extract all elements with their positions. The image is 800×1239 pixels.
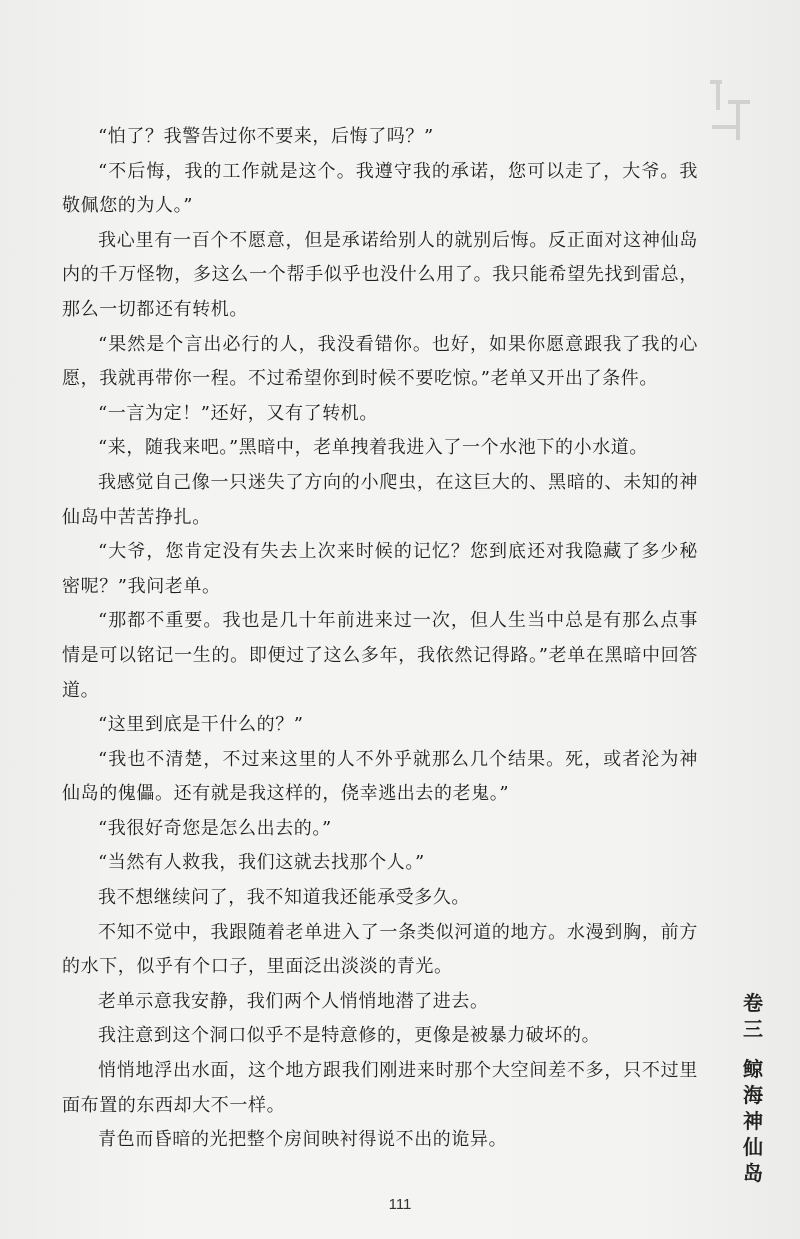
paragraph: 我注意到这个洞口似乎不是特意修的，更像是被暴力破坏的。 xyxy=(98,1025,601,1047)
paragraph: “来，随我来吧。”黑暗中，老单拽着我进入了一个水池下的小水道。 xyxy=(98,437,649,459)
title-char: 岛 xyxy=(743,1161,763,1185)
paragraph: 老单示意我安静，我们两个人悄悄地潜了进去。 xyxy=(98,990,489,1012)
paragraph: “怕了？我警告过你不要来，后悔了吗？” xyxy=(98,126,434,147)
paragraph: 不知不觉中，我跟随着老单进入了一条类似河道的地方。水漫到胸，前方的水下，似乎有个口子，里面泛出淡淡的青光。 xyxy=(62,921,698,978)
paragraph: 我感觉自己像一只迷失了方向的小爬虫，在这巨大的、黑暗的、未知的神仙岛中苦苦挣扎。 xyxy=(62,471,698,528)
title-char: 神 xyxy=(743,1109,763,1133)
paragraph: “那都不重要。我也是几十年前进来过一次，但人生当中总是有那么点事情是可以铭记一生的。即便过了这么多年，我依然记得路。”老单在黑暗中回答道。 xyxy=(62,610,698,701)
paragraph: 我心里有一百个不愿意，但是承诺给别人的就别后悔。反正面对这神仙岛内的千万怪物，多这么一个帮手似乎也没什么用了。我只能希望先找到雷总，那么一切都还有转机。 xyxy=(62,229,698,320)
title-char: 仙 xyxy=(743,1135,763,1159)
title-char: 海 xyxy=(743,1083,763,1107)
paragraph: “一言为定！”还好，又有了转机。 xyxy=(98,402,379,424)
volume-label: 卷三 xyxy=(743,991,763,1041)
paragraph: 悄悄地浮出水面，这个地方跟我们刚进来时那个大空间差不多，只不过里面布置的东西却大不一样。 xyxy=(62,1060,698,1116)
body-text xyxy=(62,120,698,1158)
paragraph: “不后悔，我的工作就是这个。我遵守我的承诺，您可以走了，大爷。我敬佩您的为人。” xyxy=(62,160,698,217)
paragraph: “我很好奇您是怎么出去的。” xyxy=(98,817,332,839)
bleed-through-mark xyxy=(702,70,762,160)
paragraph: 青色而昏暗的光把整个房间映衬得说不出的诡异。 xyxy=(98,1129,508,1151)
paragraph: “当然有人救我，我们这就去找那个人。” xyxy=(98,852,425,874)
running-head-vertical xyxy=(740,990,766,1186)
paragraph: “这里到底是干什么的？” xyxy=(98,714,304,736)
title-char: 鲸 xyxy=(743,1057,763,1081)
paragraph: “大爷，您肯定没有失去上次来时候的记忆？您到底还对我隐藏了多少秘密呢？”我问老单。 xyxy=(62,541,698,597)
paragraph: “果然是个言出必行的人，我没看错你。也好，如果你愿意跟我了我的心愿，我就再带你一程。不过希望你到时候不要吃惊。”老单又开出了条件。 xyxy=(62,333,698,390)
paragraph: “我也不清楚，不过来这里的人不外乎就那么几个结果。死，或者沦为神仙岛的傀儡。还有就是我这样的，侥幸逃出去的老鬼。” xyxy=(62,748,698,805)
paragraph: 我不想继续问了，我不知道我还能承受多久。 xyxy=(98,887,470,909)
page-number: 111 xyxy=(388,1196,412,1213)
